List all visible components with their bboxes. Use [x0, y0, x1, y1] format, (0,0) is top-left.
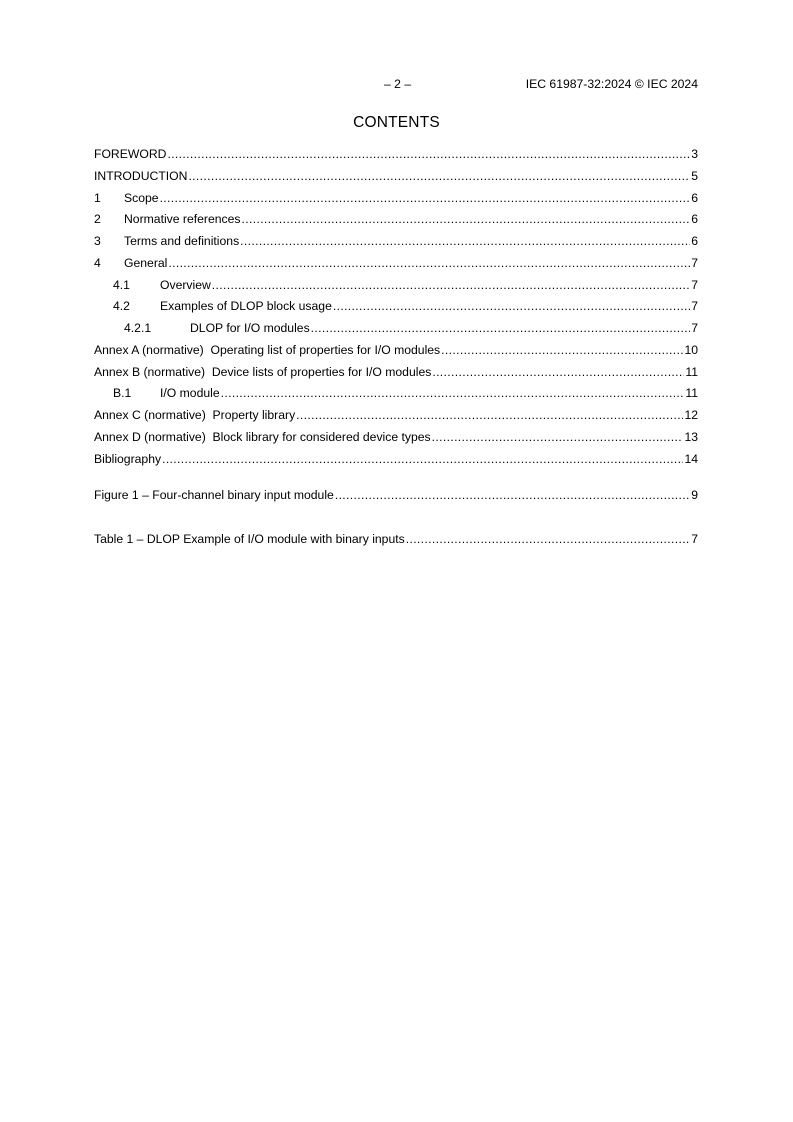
toc-entry-overview[interactable]: [94, 275, 698, 297]
contents-title: CONTENTS: [353, 114, 440, 131]
table-entry-title: Table 1 – DLOP Example of I/O module with binary inputs: [94, 532, 405, 546]
dot-leader: [168, 255, 690, 271]
toc-entry-title: Bibliography: [94, 451, 162, 466]
toc-entry-number: 1: [94, 190, 101, 205]
dot-leader: [160, 190, 691, 206]
figure-entry[interactable]: [94, 485, 698, 507]
page-number: – 2 –: [384, 77, 412, 91]
toc-entry-title: Normative references: [124, 212, 241, 227]
toc-entry-number: 4.2: [113, 299, 130, 314]
dot-leader: [242, 211, 691, 227]
toc-entry-page: 6: [691, 212, 698, 227]
table-entry[interactable]: [94, 529, 698, 551]
toc-entry-title: Annex A (normative) Operating list of properties for I/O modules: [94, 342, 441, 357]
toc-entry-title: DLOP for I/O modules: [190, 321, 310, 335]
dot-leader: [221, 385, 685, 401]
dot-leader: [240, 233, 690, 249]
toc-entry-page: 7: [691, 321, 698, 335]
toc-entry-title: INTRODUCTION: [94, 168, 188, 183]
dot-leader: [333, 298, 690, 314]
toc-entry-page: 7: [691, 277, 698, 292]
figure-entry-page: 9: [691, 488, 698, 502]
dot-leader: [188, 168, 690, 184]
toc-entry-b1-io-module[interactable]: [94, 383, 698, 405]
toc-entry-page: 6: [691, 190, 698, 205]
toc-entry-title: Annex C (normative) Property library: [94, 408, 296, 422]
toc-entry-title: Annex B (normative) Device lists of properties for I/O modules: [94, 364, 432, 379]
dot-leader: [167, 146, 690, 162]
toc-entry-general[interactable]: [94, 253, 698, 275]
dot-leader: [335, 487, 690, 503]
toc-entry-page: 7: [691, 255, 698, 270]
list-of-tables: [94, 529, 698, 551]
toc-entry-title: Overview: [160, 277, 211, 292]
toc-entry-number: B.1: [113, 386, 132, 401]
dot-leader: [441, 342, 683, 358]
toc-entry-page: 6: [691, 234, 698, 248]
table-of-contents: [94, 144, 698, 470]
toc-entry-introduction[interactable]: [94, 166, 698, 188]
toc-entry-page: 3: [691, 147, 698, 161]
toc-entry-page: 12: [684, 408, 698, 422]
toc-entry-dlop-io-modules[interactable]: [94, 318, 698, 340]
toc-entry-page: 7: [691, 299, 698, 314]
toc-entry-annex-c[interactable]: [94, 405, 698, 427]
toc-entry-number: 2: [94, 212, 101, 227]
list-of-figures: [94, 485, 698, 507]
standard-reference: IEC 61987-32:2024 © IEC 2024: [525, 77, 698, 91]
toc-entry-normative-references[interactable]: [94, 209, 698, 231]
toc-entry-number: 4.1: [113, 277, 130, 292]
toc-entry-annex-d[interactable]: [94, 427, 698, 449]
figure-entry-title: Figure 1 – Four-channel binary input module: [94, 488, 334, 502]
toc-entry-title: Terms and definitions: [124, 234, 240, 248]
toc-entry-page: 13: [684, 429, 698, 444]
toc-entry-annex-b[interactable]: [94, 362, 698, 384]
toc-entry-title: General: [124, 255, 168, 270]
dot-leader: [212, 277, 690, 293]
toc-entry-page: 10: [684, 342, 698, 357]
dot-leader: [311, 320, 691, 336]
toc-entry-title: FOREWORD: [94, 147, 167, 161]
toc-entry-number: 4.2.1: [124, 321, 152, 335]
dot-leader: [432, 364, 684, 380]
toc-entry-number: 3: [94, 234, 101, 248]
toc-entry-title: I/O module: [160, 386, 220, 401]
toc-entry-title: Examples of DLOP block usage: [160, 299, 332, 314]
dot-leader: [296, 407, 683, 423]
toc-entry-number: 4: [94, 255, 101, 270]
toc-entry-terms-and-definitions[interactable]: [94, 231, 698, 253]
dot-leader: [432, 429, 684, 445]
toc-entry-title: Scope: [124, 190, 159, 205]
toc-entry-foreword[interactable]: [94, 144, 698, 166]
toc-entry-page: 11: [685, 386, 698, 401]
dot-leader: [162, 451, 683, 467]
page-header: [94, 77, 698, 93]
table-entry-page: 7: [691, 532, 698, 546]
toc-entry-bibliography[interactable]: [94, 449, 698, 471]
dot-leader: [406, 531, 691, 547]
toc-entry-page: 14: [684, 451, 698, 466]
toc-entry-examples-dlop[interactable]: [94, 296, 698, 318]
toc-entry-page: 11: [685, 364, 698, 379]
toc-entry-page: 5: [691, 168, 698, 183]
toc-entry-annex-a[interactable]: [94, 340, 698, 362]
toc-entry-scope[interactable]: [94, 188, 698, 210]
toc-entry-title: Annex D (normative) Block library for considered device types: [94, 429, 431, 444]
